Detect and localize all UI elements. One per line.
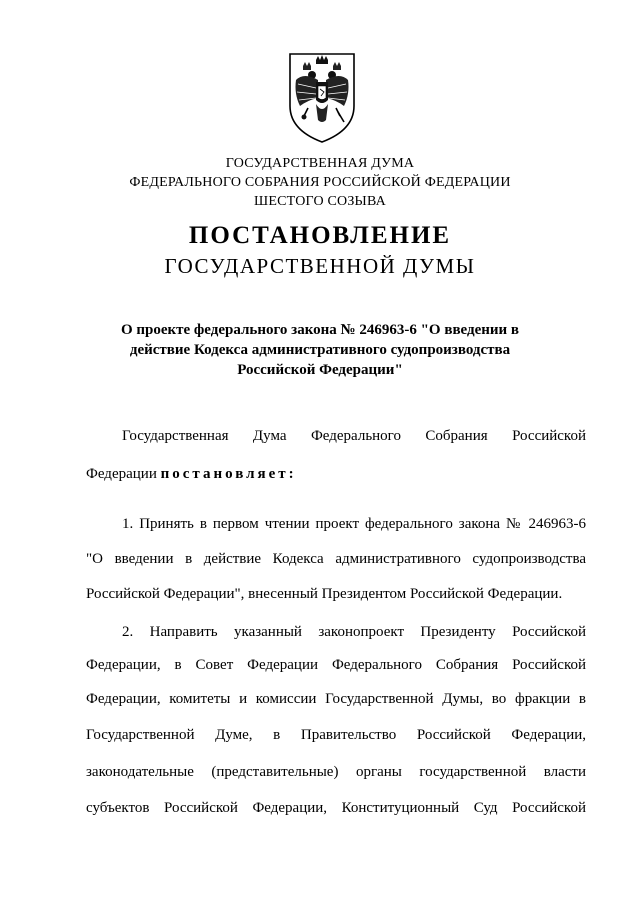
document-subject <box>110 320 530 380</box>
para2-line-1: 2. Направить указанный законопроект Президенту Российской <box>122 624 586 640</box>
para1-line-3: Российской Федерации", внесенный Президентом Российской Федерации. <box>86 586 563 602</box>
subject-line-3: Российской Федерации" <box>237 362 403 378</box>
subject-line-1: О проекте федерального закона № 246963-6 "О введении в <box>120 322 520 338</box>
para2-line-3: Федерации, комитеты и комиссии Государственной Думы, во фракции в <box>86 691 586 707</box>
header-line-2: ФЕДЕРАЛЬНОГО СОБРАНИЯ РОССИЙСКОЙ ФЕДЕРАЦИИ <box>129 175 511 190</box>
coat-of-arms-emblem <box>282 50 362 146</box>
document-subtitle: ГОСУДАРСТВЕННОЙ ДУМЫ <box>164 254 476 278</box>
header-line-3: ШЕСТОГО СОЗЫВА <box>254 194 386 209</box>
preamble-decree-word: постановляет: <box>160 466 297 482</box>
para1-line-1: 1. Принять в первом чтении проект федерального закона № 246963-6 <box>122 516 586 532</box>
para2-line-4: Государственной Думе, в Правительство Российской Федерации, <box>86 727 586 743</box>
preamble-line-2 <box>86 466 586 483</box>
header-line-1: ГОСУДАРСТВЕННАЯ ДУМА <box>225 156 415 171</box>
para1-line-2: "О введении в действие Кодекса административного судопроизводства <box>86 551 586 567</box>
para2-line-6: субъектов Российской Федерации, Конституционный Суд Российской <box>86 800 586 816</box>
subject-line-2: действие Кодекса административного судопроизводства <box>129 342 511 358</box>
preamble-text: Федерации <box>86 466 157 482</box>
document-title: ПОСТАНОВЛЕНИЕ <box>188 222 452 249</box>
para2-line-5: законодательные (представительные) органы государственной власти <box>86 764 586 780</box>
preamble-line-1: Государственная Дума Федерального Собрания Российской <box>122 428 586 444</box>
para2-line-2: Федерации, в Совет Федерации Федерального Собрания Российской <box>86 657 586 673</box>
